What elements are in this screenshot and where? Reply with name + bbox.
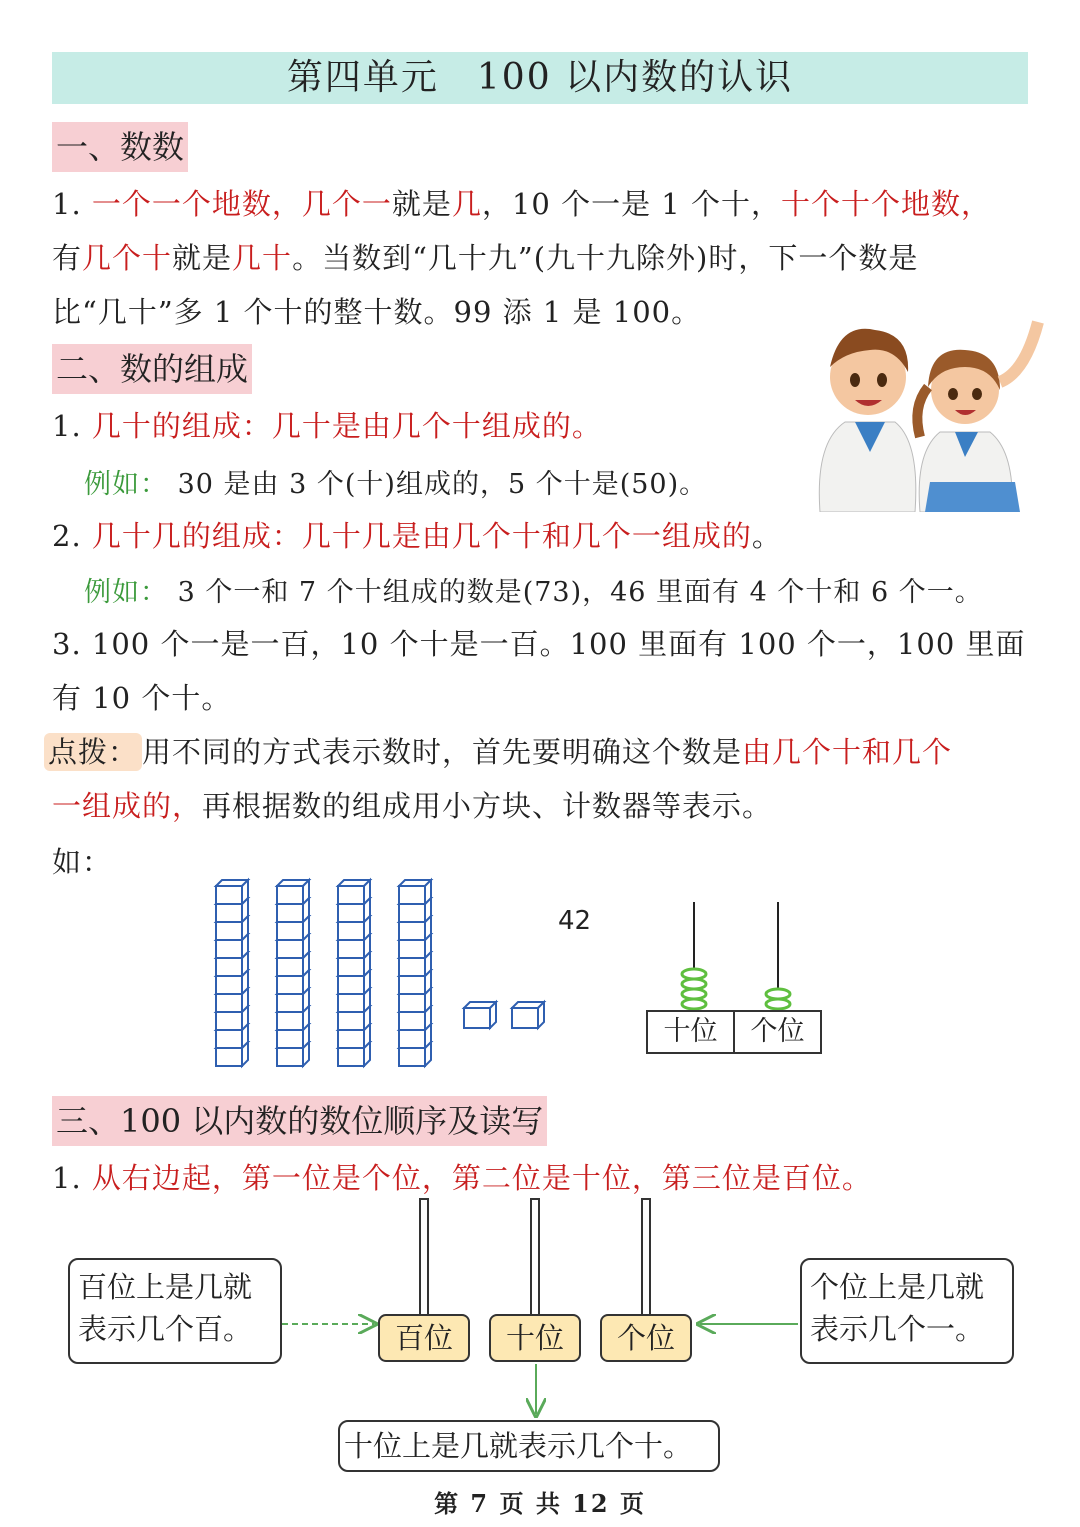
abacus-tens-label: 十位 [648, 1012, 735, 1052]
text-run: 几十 [232, 241, 293, 275]
item-number: 1. [52, 409, 82, 443]
tip-emphasis: 由几个十和几个 [742, 735, 953, 769]
tens-place: 十位 [489, 1314, 581, 1362]
ones-explanation-line1: 个位上是几就 [810, 1270, 985, 1304]
tip-line1 [44, 730, 952, 771]
section2-heading: 二、数的组成 [52, 344, 252, 394]
section3-heading: 三、100 以内数的数位顺序及读写 [52, 1096, 547, 1146]
hundreds-place: 百位 [378, 1314, 470, 1362]
section1-line2 [52, 236, 918, 277]
number-42-diagram [200, 870, 840, 1080]
page-title: 第四单元 100 以内数的认识 [52, 52, 1028, 104]
number-label: 42 [558, 906, 592, 936]
children-illustration [800, 312, 1045, 512]
example1-text: 30 是由 3 个(十)组成的，5 个十是(50)。 [177, 469, 708, 500]
ten-rod-cube [216, 880, 248, 904]
tip-emphasis-2: 一组成的， [52, 789, 203, 823]
section2-item2 [52, 514, 782, 555]
page-footer: 第 7 页 共 12 页 [434, 1489, 646, 1518]
text-run: 1. [52, 187, 92, 221]
text-run: 。当数到“几十九”(九十九除外)时，下一个数是 [292, 241, 919, 275]
text-run: 十个十个地数， [780, 187, 991, 221]
text-run: 一个一个地数， [91, 187, 302, 221]
tens-rod [530, 1198, 540, 1316]
section2-item1 [52, 404, 602, 445]
tip-text-2: 再根据数的组成用小方块、计数器等表示。 [202, 789, 773, 823]
hundreds-explanation [68, 1258, 282, 1364]
item-number: 2. [52, 519, 82, 553]
abacus-bead [766, 989, 790, 999]
ru-label: 如： [52, 845, 113, 879]
ones-explanation [800, 1258, 1014, 1364]
hundreds-rod [419, 1198, 429, 1316]
unit-cube [464, 1002, 496, 1028]
ten-rod-cube [277, 880, 309, 904]
text-run: 就是 [391, 187, 452, 221]
abacus-ones-label: 个位 [750, 1016, 805, 1047]
item2-text: 几十几的组成：几十几是由几个十和几个一组成的 [91, 519, 752, 553]
ones-place: 个位 [600, 1314, 692, 1362]
tens-explanation: 十位上是几就表示几个十。 [338, 1420, 720, 1472]
example2-text: 3 个一和 7 个十组成的数是(73)，46 里面有 4 个十和 6 个一。 [177, 577, 983, 608]
text-run: 几 [451, 187, 482, 221]
hundreds-explanation-line2: 表示几个百。 [78, 1312, 253, 1346]
item-number: 1. [52, 1161, 92, 1195]
place-value-diagram [60, 1190, 1030, 1480]
tip-line2 [52, 784, 772, 825]
text-run: 几个一 [301, 187, 392, 221]
hundreds-explanation-line1: 百位上是几就 [78, 1270, 253, 1304]
section2-item3-line1: 3. 100 个一是一百，10 个十是一百。100 里面有 100 个一，100 里面 [52, 627, 1026, 661]
section2-item3-line2: 有 10 个十。 [52, 681, 232, 715]
section2-example1 [84, 462, 707, 501]
tip-label: 点拨： [44, 733, 142, 771]
example-label: 例如： [84, 469, 168, 500]
text-run: ，10 个一是 1 个十， [481, 187, 781, 221]
section1-heading: 一、数数 [52, 122, 188, 172]
item1-text: 从右边起，第一位是个位，第二位是十位，第三位是百位。 [91, 1161, 872, 1195]
text-run: 几个十 [82, 241, 173, 275]
example-label: 例如： [84, 577, 168, 608]
ones-explanation-line2: 表示几个一。 [810, 1312, 985, 1346]
ten-rod-cube [338, 880, 370, 904]
abacus-bead [682, 969, 706, 979]
section1-line1 [52, 182, 991, 223]
tip-text: 用不同的方式表示数时，首先要明确这个数是 [142, 735, 743, 769]
item2-end: 。 [751, 519, 782, 553]
ten-rod-cube [399, 880, 431, 904]
section2-example2 [84, 570, 983, 609]
text-run: 就是 [172, 241, 233, 275]
unit-cube [512, 1002, 544, 1028]
item1-text: 几十的组成：几十是由几个十组成的。 [91, 409, 602, 443]
abacus-base [646, 1010, 822, 1054]
text-run: 有 [52, 241, 83, 275]
ones-rod [641, 1198, 651, 1316]
section1-line3: 比“几十”多 1 个十的整十数。99 添 1 是 100。 [52, 295, 702, 329]
